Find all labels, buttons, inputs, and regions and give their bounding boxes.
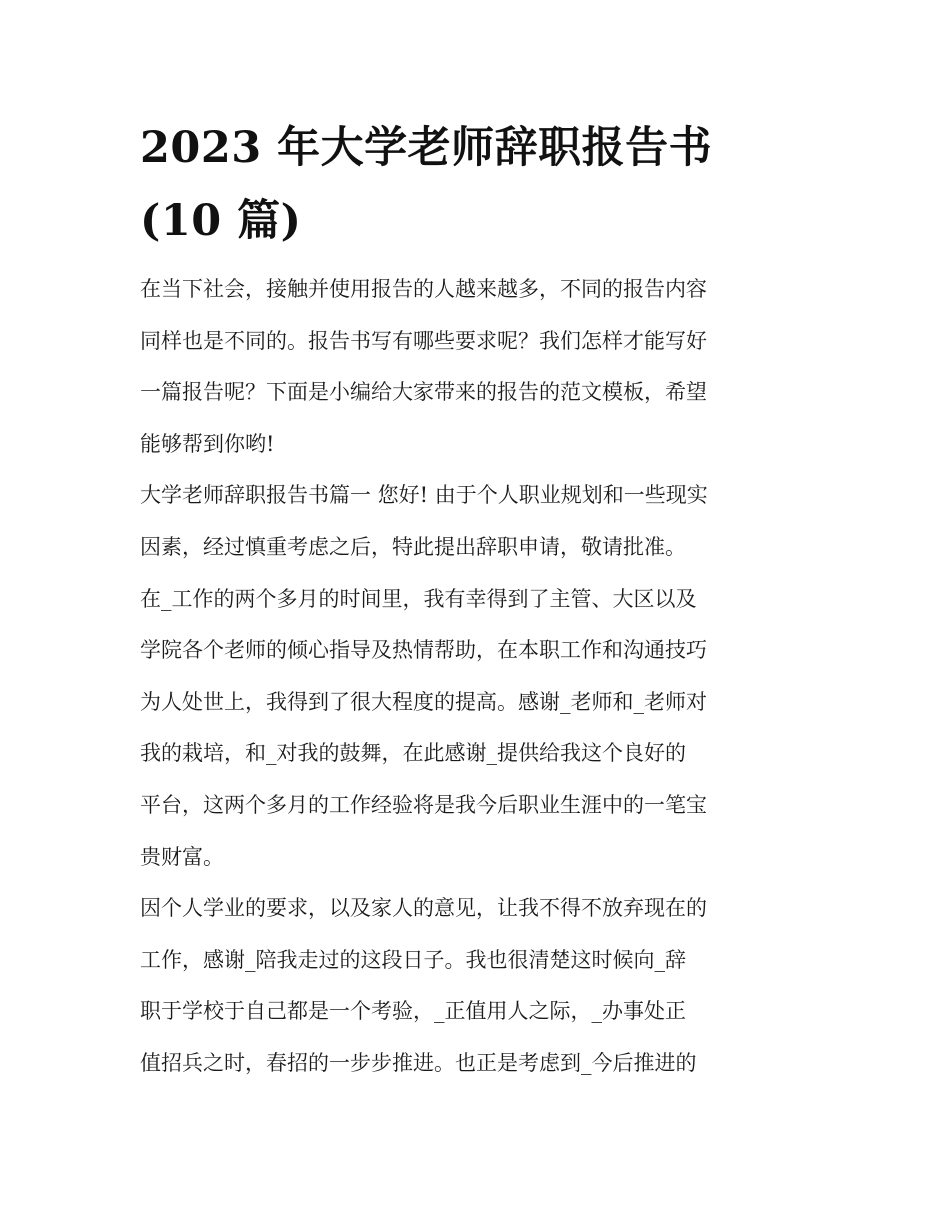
document-title — [140, 112, 815, 258]
text-line: 我的栽培，和_对我的鼓舞，在此感谢_提供给我这个良好的 — [140, 741, 686, 766]
title-line-2: (10 篇) — [140, 196, 302, 246]
text-line: 值招兵之时，春招的一步步推进。也正是考虑到_今后推进的 — [140, 1050, 697, 1075]
text-line: 因个人学业的要求，以及家人的意见，让我不得不放弃现在的 — [140, 896, 707, 921]
text-line: 工作，感谢_陪我走过的这段日子。我也很清楚这时候向_辞 — [140, 947, 686, 972]
text-line: 为人处世上，我得到了很大程度的提高。感谢_老师和_老师对 — [140, 689, 707, 714]
document-body — [140, 264, 815, 1090]
text-line: 在_工作的两个多月的时间里，我有幸得到了主管、大区以及 — [140, 586, 697, 611]
text-line: 大学老师辞职报告书篇一 您好! 由于个人职业规划和一些现实 — [140, 483, 708, 508]
text-line: 一篇报告呢？下面是小编给大家带来的报告的范文模板，希望 — [140, 380, 707, 405]
document-content — [140, 112, 815, 1090]
paragraph-section-one-opening — [140, 470, 815, 573]
paragraph-intro — [140, 264, 815, 470]
text-line: 职于学校于自己都是一个考验，_正值用人之际，_办事处正 — [140, 999, 686, 1024]
text-line: 学院各个老师的倾心指导及热情帮助，在本职工作和沟通技巧 — [140, 638, 707, 663]
text-line: 贵财富。 — [140, 844, 224, 869]
text-line: 在当下社会，接触并使用报告的人越来越多，不同的报告内容 — [140, 277, 707, 301]
paragraph-reasons — [140, 883, 815, 1089]
text-line: 因素，经过慎重考虑之后，特此提出辞职申请，敬请批准。 — [140, 534, 686, 559]
text-line: 平台，这两个多月的工作经验将是我今后职业生涯中的一笔宝 — [140, 792, 707, 817]
paragraph-gratitude — [140, 574, 815, 884]
title-line-1: 2023 年大学老师辞职报告书 — [140, 123, 713, 173]
text-line: 能够帮到你哟! — [140, 431, 275, 456]
text-line: 同样也是不同的。报告书写有哪些要求呢？我们怎样才能写好 — [140, 328, 707, 353]
